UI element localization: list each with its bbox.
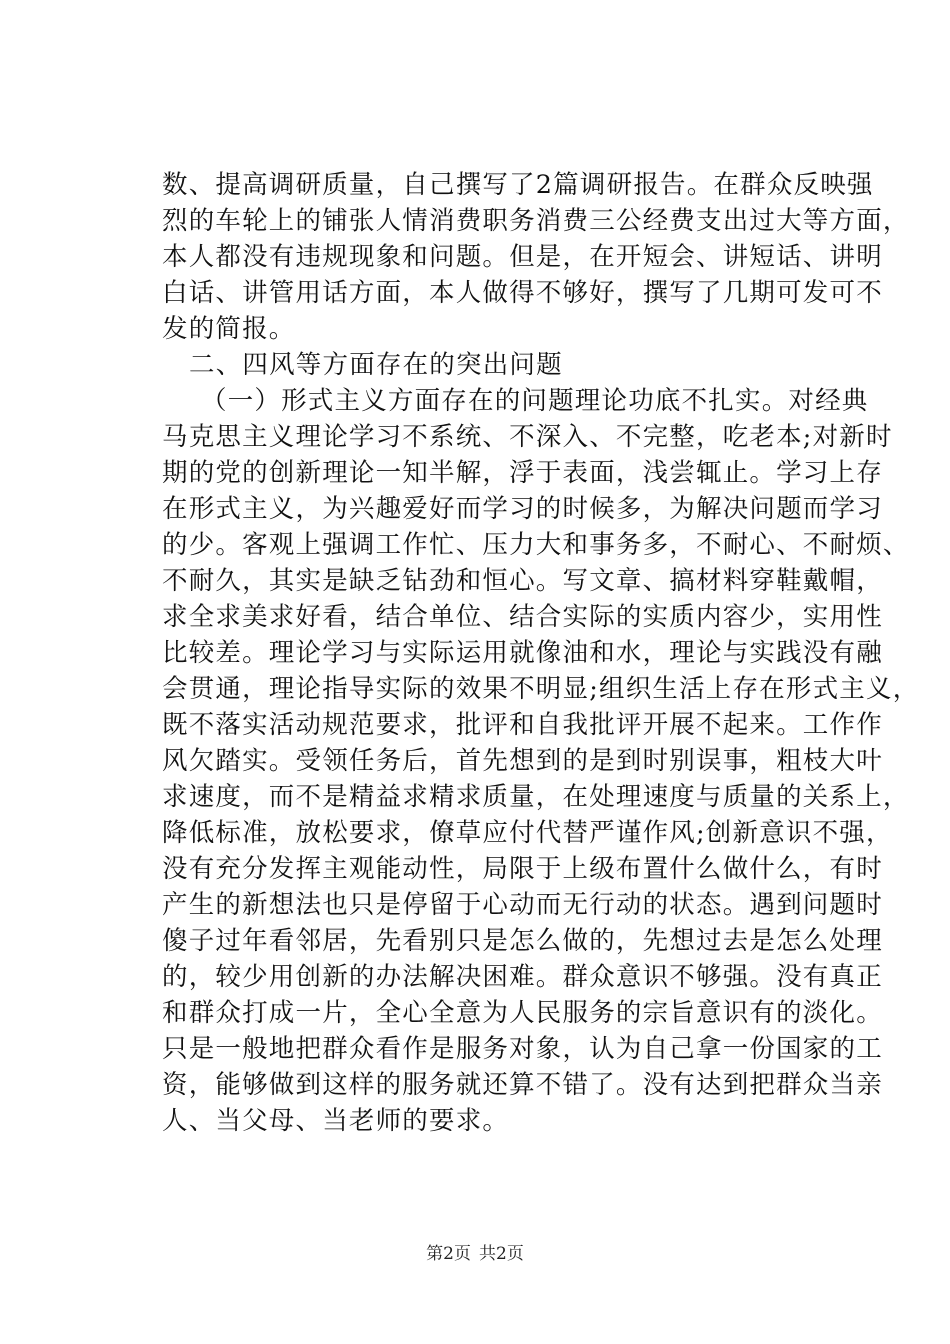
paragraph-line: 的少。客观上强调工作忙、压力大和事务多，不耐心、不耐烦、 xyxy=(162,530,910,560)
paragraph-line: 没有充分发挥主观能动性，局限于上级布置什么做什么，有时 xyxy=(162,854,883,884)
paragraph-line: 马克思主义理论学习不系统、不深入、不完整，吃老本;对新时 xyxy=(162,422,893,452)
section-heading: 二、四风等方面存在的突出问题 xyxy=(189,350,563,380)
paragraph-line: 烈的车轮上的铺张人情消费职务消费三公经费支出过大等方面， xyxy=(162,206,910,236)
paragraph-line: 期的党的创新理论一知半解，浮于表面，浅尝辄止。学习上存 xyxy=(162,458,883,488)
paragraph-line: （一）形式主义方面存在的问题理论功底不扎实。对经典 xyxy=(201,386,869,416)
paragraph-line: 不耐久，其实是缺乏钻劲和恒心。写文章、搞材料穿鞋戴帽， xyxy=(162,566,883,596)
paragraph-line: 发的简报。 xyxy=(162,314,296,344)
paragraph-line: 只是一般地把群众看作是服务对象，认为自己拿一份国家的工 xyxy=(162,1034,883,1064)
paragraph-line: 求全求美求好看，结合单位、结合实际的实质内容少，实用性 xyxy=(162,602,883,632)
paragraph-line: 降低标准，放松要求，僚草应付代替严谨作风;创新意识不强， xyxy=(162,818,893,848)
paragraph-line: 白话、讲管用话方面，本人做得不够好，撰写了几期可发可不 xyxy=(162,278,883,308)
page-number: 第2页 xyxy=(426,1244,471,1264)
paragraph-line: 数、提高调研质量，自己撰写了2篇调研报告。在群众反映强 xyxy=(162,170,874,200)
paragraph-line: 资，能够做到这样的服务就还算不错了。没有达到把群众当亲 xyxy=(162,1070,883,1100)
paragraph-line: 和群众打成一片，全心全意为人民服务的宗旨意识有的淡化。 xyxy=(162,998,883,1028)
page-total: 共2页 xyxy=(479,1244,524,1264)
paragraph-line: 产生的新想法也只是停留于心动而无行动的状态。遇到问题时 xyxy=(162,890,883,920)
paragraph-line: 本人都没有违规现象和问题。但是，在开短会、讲短话、讲明 xyxy=(162,242,883,272)
page-footer xyxy=(0,1242,950,1266)
paragraph-line: 求速度，而不是精益求精求质量，在处理速度与质量的关系上， xyxy=(162,782,910,812)
paragraph-line: 的，较少用创新的办法解决困难。群众意识不够强。没有真正 xyxy=(162,962,883,992)
paragraph-line: 人、当父母、当老师的要求。 xyxy=(162,1106,510,1136)
paragraph-line: 傻子过年看邻居，先看别只是怎么做的，先想过去是怎么处理 xyxy=(162,926,883,956)
paragraph-line: 会贯通，理论指导实际的效果不明显;组织生活上存在形式主义， xyxy=(162,674,920,704)
paragraph-line: 在形式主义，为兴趣爱好而学习的时候多，为解决问题而学习 xyxy=(162,494,883,524)
paragraph-line: 既不落实活动规范要求，批评和自我批评开展不起来。工作作 xyxy=(162,710,883,740)
paragraph-line: 风欠踏实。受领任务后，首先想到的是到时别误事，粗枝大叶 xyxy=(162,746,883,776)
paragraph-line: 比较差。理论学习与实际运用就像油和水，理论与实践没有融 xyxy=(162,638,883,668)
